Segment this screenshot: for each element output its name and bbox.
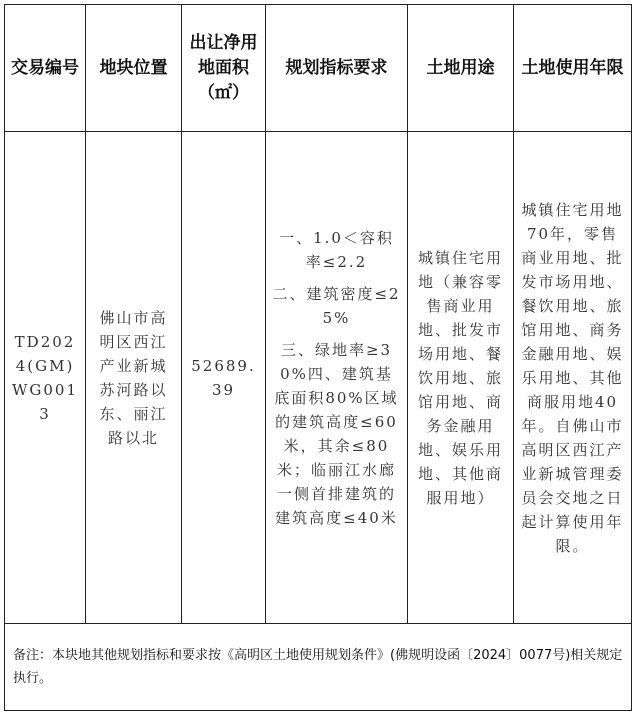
header-term: 土地使用年限 <box>514 5 632 132</box>
header-area: 出让净用地面积（㎡） <box>182 5 266 132</box>
requirement-item-1: 一、1.0＜容积率≤2.2 <box>279 228 394 271</box>
requirement-item-2: 二、建筑密度≤25% <box>272 284 401 327</box>
note-text: 备注：本块地其他规划指标和要求按《高明区土地使用规划条件》(佛规明设函〔2024〕0077号)相关规定执行。 <box>5 624 632 711</box>
land-transfer-table <box>4 4 632 711</box>
header-row <box>5 5 632 132</box>
cell-use: 城镇住宅用地（兼容零售商业用地、批发市场用地、餐饮用地、旅馆用地、商务金融用地、娱乐用地、其他商服用地） <box>408 132 514 624</box>
cell-requirements <box>266 132 408 624</box>
cell-location: 佛山市高明区西江产业新城苏河路以东、丽江路以北 <box>86 132 182 624</box>
header-requirements: 规划指标要求 <box>266 5 408 132</box>
note-row <box>5 624 632 711</box>
header-use: 土地用途 <box>408 5 514 132</box>
requirement-item-3: 三、绿地率≥30%四、建筑基底面积80%区域的建筑高度≤60米，其余≤80米；临丽江水廊一侧首排建筑的建筑高度≤40米 <box>274 340 399 527</box>
header-trade-no: 交易编号 <box>5 5 86 132</box>
cell-area: 52689.39 <box>182 132 266 624</box>
header-location: 地块位置 <box>86 5 182 132</box>
cell-trade-no: TD2024(GM)WG0013 <box>5 132 86 624</box>
cell-term: 城镇住宅用地70年，零售商业用地、批发市场用地、餐饮用地、旅馆用地、商务金融用地、娱乐用地、其他商服用地40年。自佛山市高明区西江产业新城管理委员会交地之日起计算使用年限。 <box>514 132 632 624</box>
table-row <box>5 132 632 624</box>
